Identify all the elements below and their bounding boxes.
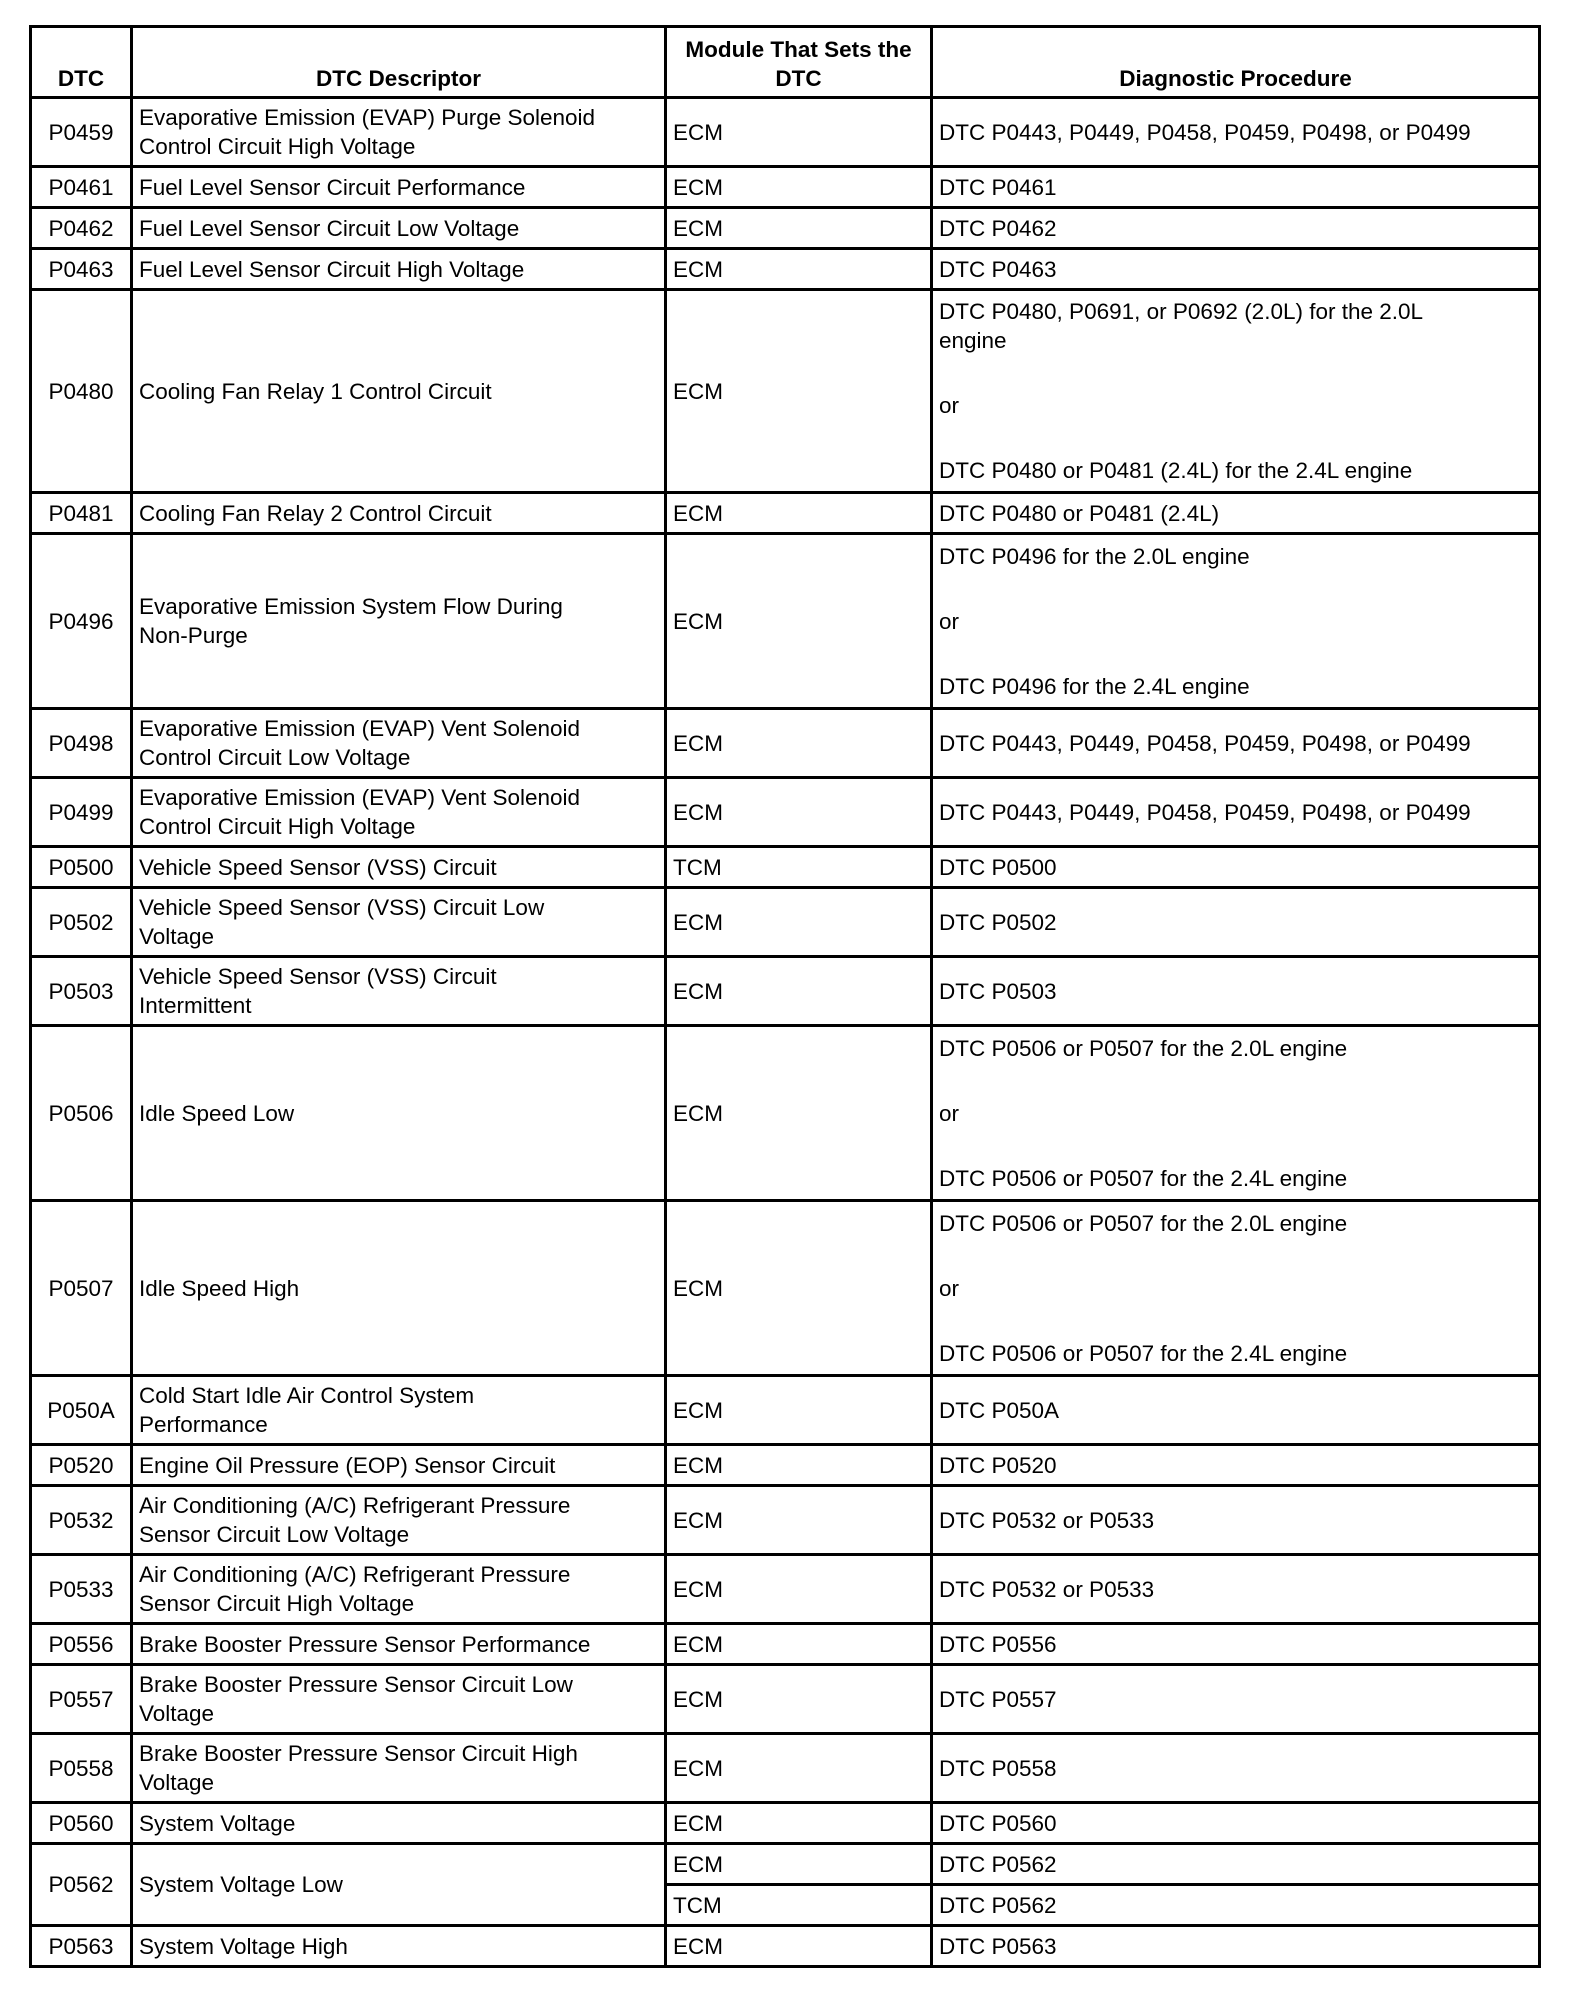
dtc-descriptor xyxy=(132,778,666,847)
table-row xyxy=(31,98,1540,167)
procedure-line: DTC P0480 or P0481 (2.4L) for the 2.4L engine xyxy=(939,458,1413,483)
descriptor-line: Intermittent xyxy=(139,993,252,1018)
descriptor-line: Air Conditioning (A/C) Refrigerant Pressure xyxy=(139,1562,571,1587)
procedure-cell: DTC P0557 xyxy=(932,1665,1540,1734)
procedure-line: DTC P0496 for the 2.4L engine xyxy=(939,673,1250,699)
dtc-code: P0502 xyxy=(31,888,132,957)
module-cell: ECM xyxy=(666,888,932,957)
procedure-cell: DTC P0463 xyxy=(932,249,1540,290)
dtc-code: P0506 xyxy=(31,1026,132,1201)
descriptor-line: Voltage xyxy=(139,1701,215,1726)
procedure-cell: DTC P0462 xyxy=(932,208,1540,249)
procedure-or: or xyxy=(939,393,960,418)
table-row xyxy=(31,1555,1540,1624)
procedure-cell: DTC P0500 xyxy=(932,847,1540,888)
module-cell: ECM xyxy=(666,1665,932,1734)
module-cell: TCM xyxy=(666,1885,932,1926)
descriptor-line: Vehicle Speed Sensor (VSS) Circuit xyxy=(139,964,497,989)
table-row xyxy=(31,1026,1540,1201)
descriptor-line: Cold Start Idle Air Control System xyxy=(139,1383,475,1408)
module-cell: ECM xyxy=(666,249,932,290)
dtc-descriptor: Engine Oil Pressure (EOP) Sensor Circuit xyxy=(132,1445,666,1486)
dtc-code: P0563 xyxy=(31,1926,132,1967)
dtc-descriptor: Idle Speed High xyxy=(132,1201,666,1376)
procedure-cell: DTC P0532 or P0533 xyxy=(932,1555,1540,1624)
module-cell: ECM xyxy=(666,1201,932,1376)
dtc-descriptor: Fuel Level Sensor Circuit High Voltage xyxy=(132,249,666,290)
table-row xyxy=(31,493,1540,534)
descriptor-line: Non-Purge xyxy=(139,623,248,648)
module-cell: ECM xyxy=(666,1026,932,1201)
dtc-descriptor: Fuel Level Sensor Circuit Performance xyxy=(132,167,666,208)
dtc-descriptor: Idle Speed Low xyxy=(132,1026,666,1201)
procedure-line: DTC P0480, P0691, or P0692 (2.0L) for the 2.0L xyxy=(939,299,1424,324)
procedure-cell: DTC P0532 or P0533 xyxy=(932,1486,1540,1555)
dtc-descriptor: Cooling Fan Relay 1 Control Circuit xyxy=(132,290,666,493)
table-row xyxy=(31,888,1540,957)
table-row xyxy=(31,290,1540,493)
table-row xyxy=(31,1926,1540,1967)
dtc-descriptor xyxy=(132,1734,666,1803)
dtc-code: P0459 xyxy=(31,98,132,167)
procedure-cell: DTC P0480 or P0481 (2.4L) xyxy=(932,493,1540,534)
dtc-descriptor xyxy=(132,1555,666,1624)
descriptor-line: Evaporative Emission (EVAP) Purge Solenoid xyxy=(139,105,596,130)
dtc-descriptor xyxy=(132,709,666,778)
dtc-code: P0498 xyxy=(31,709,132,778)
dtc-code: P0461 xyxy=(31,167,132,208)
descriptor-line: Voltage xyxy=(139,924,215,949)
module-cell: ECM xyxy=(666,1926,932,1967)
dtc-code: P050A xyxy=(31,1376,132,1445)
descriptor-line: Performance xyxy=(139,1412,268,1437)
module-cell: ECM xyxy=(666,1734,932,1803)
procedure-cell: DTC P0520 xyxy=(932,1445,1540,1486)
table-row xyxy=(31,167,1540,208)
procedure-line: DTC P0506 or P0507 for the 2.4L engine xyxy=(939,1340,1348,1366)
descriptor-line: Vehicle Speed Sensor (VSS) Circuit Low xyxy=(139,895,545,920)
table-row xyxy=(31,1665,1540,1734)
table-row xyxy=(31,709,1540,778)
procedure-cell: DTC P0443, P0449, P0458, P0459, P0498, or P0499 xyxy=(932,709,1540,778)
table-row xyxy=(31,847,1540,888)
table-row xyxy=(31,1844,1540,1885)
descriptor-line: Air Conditioning (A/C) Refrigerant Pressure xyxy=(139,1493,571,1518)
dtc-descriptor: Vehicle Speed Sensor (VSS) Circuit xyxy=(132,847,666,888)
module-cell: ECM xyxy=(666,957,932,1026)
table-row xyxy=(31,1445,1540,1486)
dtc-code: P0507 xyxy=(31,1201,132,1376)
procedure-cell xyxy=(932,1026,1540,1201)
table-row xyxy=(31,208,1540,249)
procedure-cell: DTC P0503 xyxy=(932,957,1540,1026)
dtc-descriptor xyxy=(132,1376,666,1445)
procedure-line: DTC P0506 or P0507 for the 2.0L engine xyxy=(939,1035,1348,1061)
dtc-code: P0463 xyxy=(31,249,132,290)
procedure-cell xyxy=(932,1201,1540,1376)
descriptor-line: Control Circuit Low Voltage xyxy=(139,745,411,770)
header-row xyxy=(31,27,1540,98)
procedure-line: DTC P0496 for the 2.0L engine xyxy=(939,543,1250,569)
descriptor-line: Sensor Circuit Low Voltage xyxy=(139,1522,410,1547)
descriptor-line: Brake Booster Pressure Sensor Circuit Low xyxy=(139,1672,573,1697)
dtc-code: P0520 xyxy=(31,1445,132,1486)
procedure-cell: DTC P0563 xyxy=(932,1926,1540,1967)
header-dtc: DTC xyxy=(31,27,132,98)
module-cell: TCM xyxy=(666,847,932,888)
descriptor-line: Sensor Circuit High Voltage xyxy=(139,1591,415,1616)
module-cell: ECM xyxy=(666,534,932,709)
descriptor-line: Control Circuit High Voltage xyxy=(139,134,416,159)
module-cell: ECM xyxy=(666,98,932,167)
dtc-descriptor: System Voltage Low xyxy=(132,1844,666,1926)
header-procedure: Diagnostic Procedure xyxy=(932,27,1540,98)
dtc-code: P0562 xyxy=(31,1844,132,1926)
header-module xyxy=(666,27,932,98)
dtc-descriptor xyxy=(132,888,666,957)
module-cell: ECM xyxy=(666,1376,932,1445)
procedure-cell: DTC P0443, P0449, P0458, P0459, P0498, or P0499 xyxy=(932,98,1540,167)
dtc-descriptor: Fuel Level Sensor Circuit Low Voltage xyxy=(132,208,666,249)
dtc-code: P0556 xyxy=(31,1624,132,1665)
procedure-line: DTC P0506 or P0507 for the 2.4L engine xyxy=(939,1165,1348,1191)
table-row xyxy=(31,534,1540,709)
dtc-code: P0557 xyxy=(31,1665,132,1734)
header-module-line2: DTC xyxy=(775,66,822,91)
dtc-code: P0496 xyxy=(31,534,132,709)
dtc-descriptor xyxy=(132,98,666,167)
module-cell: ECM xyxy=(666,1803,932,1844)
dtc-descriptor xyxy=(132,1665,666,1734)
dtc-descriptor: System Voltage xyxy=(132,1803,666,1844)
procedure-or: or xyxy=(939,608,960,634)
descriptor-line: Evaporative Emission System Flow During xyxy=(139,594,563,619)
procedure-cell: DTC P0562 xyxy=(932,1885,1540,1926)
module-cell: ECM xyxy=(666,709,932,778)
table-row xyxy=(31,1734,1540,1803)
procedure-cell: DTC P0461 xyxy=(932,167,1540,208)
dtc-code: P0503 xyxy=(31,957,132,1026)
dtc-code: P0481 xyxy=(31,493,132,534)
module-cell: ECM xyxy=(666,208,932,249)
procedure-or: or xyxy=(939,1100,960,1126)
procedure-line: DTC P0506 or P0507 for the 2.0L engine xyxy=(939,1210,1348,1236)
module-cell: ECM xyxy=(666,167,932,208)
descriptor-line: Voltage xyxy=(139,1770,215,1795)
descriptor-line: Evaporative Emission (EVAP) Vent Solenoid xyxy=(139,716,581,741)
table-row xyxy=(31,778,1540,847)
procedure-cell: DTC P0562 xyxy=(932,1844,1540,1885)
dtc-code: P0480 xyxy=(31,290,132,493)
table-row xyxy=(31,1624,1540,1665)
table-row xyxy=(31,1803,1540,1844)
descriptor-line: Brake Booster Pressure Sensor Circuit High xyxy=(139,1741,578,1766)
procedure-cell: DTC P0560 xyxy=(932,1803,1540,1844)
dtc-table xyxy=(29,25,1541,1968)
dtc-code: P0500 xyxy=(31,847,132,888)
descriptor-line: Control Circuit High Voltage xyxy=(139,814,416,839)
dtc-descriptor: System Voltage High xyxy=(132,1926,666,1967)
procedure-cell xyxy=(932,534,1540,709)
table-row xyxy=(31,1376,1540,1445)
module-cell: ECM xyxy=(666,1486,932,1555)
procedure-cell: DTC P050A xyxy=(932,1376,1540,1445)
dtc-code: P0462 xyxy=(31,208,132,249)
procedure-or: or xyxy=(939,1275,960,1301)
table-row xyxy=(31,1486,1540,1555)
descriptor-line: Evaporative Emission (EVAP) Vent Solenoid xyxy=(139,785,581,810)
table-row xyxy=(31,1201,1540,1376)
module-cell: ECM xyxy=(666,493,932,534)
module-cell: ECM xyxy=(666,1624,932,1665)
module-cell: ECM xyxy=(666,778,932,847)
dtc-code: P0532 xyxy=(31,1486,132,1555)
procedure-cell: DTC P0556 xyxy=(932,1624,1540,1665)
module-cell: ECM xyxy=(666,1445,932,1486)
module-cell: ECM xyxy=(666,1555,932,1624)
table-row xyxy=(31,957,1540,1026)
header-module-line1: Module That Sets the xyxy=(685,37,912,62)
dtc-descriptor: Cooling Fan Relay 2 Control Circuit xyxy=(132,493,666,534)
procedure-cell: DTC P0558 xyxy=(932,1734,1540,1803)
dtc-code: P0533 xyxy=(31,1555,132,1624)
header-descriptor: DTC Descriptor xyxy=(132,27,666,98)
table-row xyxy=(31,249,1540,290)
procedure-cell: DTC P0443, P0449, P0458, P0459, P0498, or P0499 xyxy=(932,778,1540,847)
dtc-code: P0558 xyxy=(31,1734,132,1803)
module-cell: ECM xyxy=(666,290,932,493)
dtc-code: P0499 xyxy=(31,778,132,847)
dtc-descriptor xyxy=(132,534,666,709)
dtc-descriptor xyxy=(132,957,666,1026)
procedure-line: engine xyxy=(939,328,1007,353)
procedure-cell: DTC P0502 xyxy=(932,888,1540,957)
procedure-cell xyxy=(932,290,1540,493)
dtc-descriptor xyxy=(132,1486,666,1555)
module-cell: ECM xyxy=(666,1844,932,1885)
dtc-code: P0560 xyxy=(31,1803,132,1844)
dtc-descriptor: Brake Booster Pressure Sensor Performance xyxy=(132,1624,666,1665)
